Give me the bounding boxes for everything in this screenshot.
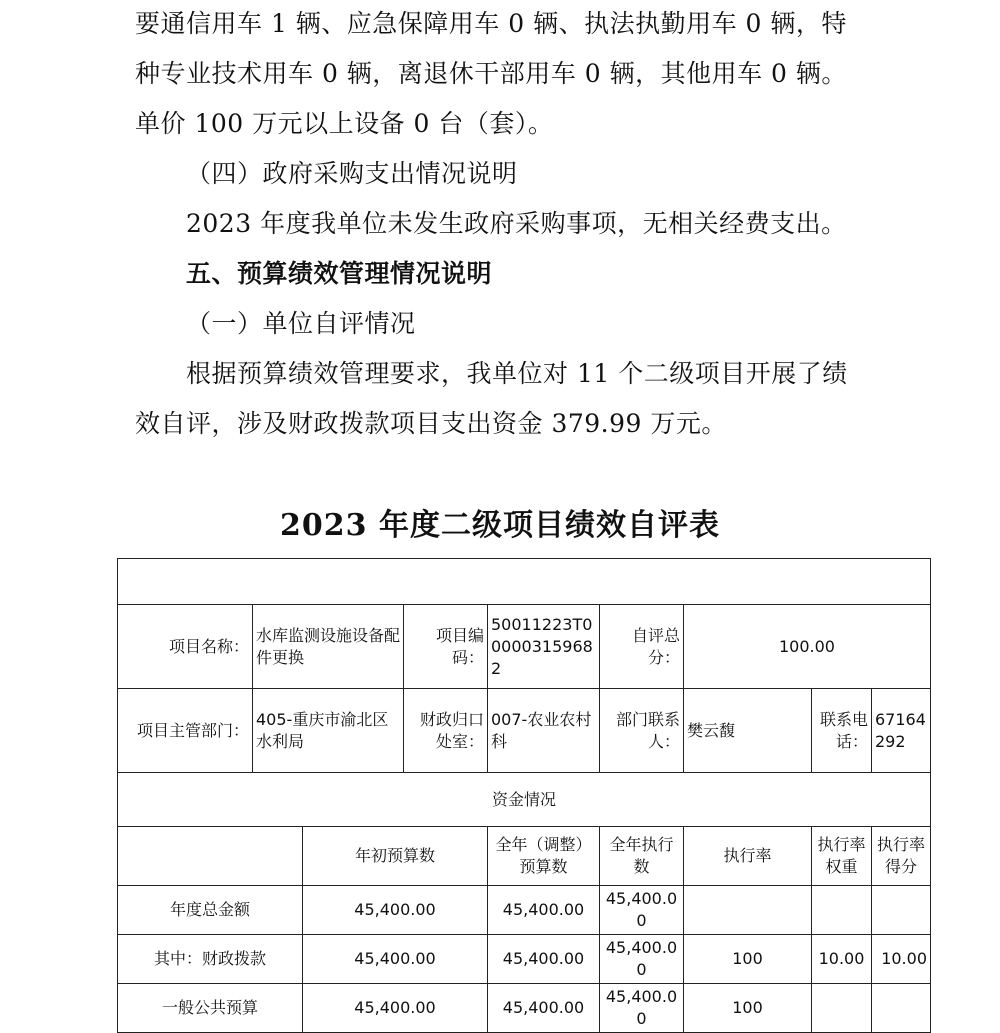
paragraph-line: 单价 100 万元以上设备 0 台（套）。 bbox=[135, 109, 554, 138]
phone-label: 联系电话： bbox=[812, 689, 872, 773]
finance-label: 财政归口处室： bbox=[404, 689, 488, 773]
initial-budget-cell: 45,400.00 bbox=[303, 984, 488, 1033]
finance-value: 007-农业农村科 bbox=[488, 689, 600, 773]
executed-cell: 45,400.00 bbox=[600, 886, 684, 935]
weight-cell bbox=[812, 886, 872, 935]
dept-label: 项目主管部门： bbox=[118, 689, 253, 773]
adjusted-budget-cell: 45,400.00 bbox=[488, 984, 600, 1033]
weight-cell bbox=[812, 984, 872, 1033]
row-label: 一般公共预算 bbox=[118, 984, 303, 1033]
performance-table bbox=[117, 558, 931, 1033]
col-executed-header: 全年执行数 bbox=[600, 827, 684, 886]
executed-cell: 45,400.00 bbox=[600, 935, 684, 984]
score-cell: 10.00 bbox=[872, 935, 931, 984]
score-label: 自评总分： bbox=[600, 605, 684, 689]
score-cell bbox=[872, 984, 931, 1033]
table-row bbox=[118, 605, 931, 689]
table-row bbox=[118, 773, 931, 827]
contact-label: 部门联系人： bbox=[600, 689, 684, 773]
table-row bbox=[118, 935, 931, 984]
project-code-label: 项目编码： bbox=[404, 605, 488, 689]
rate-cell bbox=[684, 886, 812, 935]
project-name-label: 项目名称： bbox=[118, 605, 253, 689]
table-row bbox=[118, 559, 931, 605]
funds-header: 资金情况 bbox=[118, 773, 931, 827]
rate-cell: 100 bbox=[684, 984, 812, 1033]
col-initial-header: 年初预算数 bbox=[303, 827, 488, 886]
col-weight-header: 执行率权重 bbox=[812, 827, 872, 886]
initial-budget-cell: 45,400.00 bbox=[303, 886, 488, 935]
paragraph-line: 2023 年度我单位未发生政府采购事项，无相关经费支出。 bbox=[186, 209, 847, 238]
contact-value: 樊云馥 bbox=[684, 689, 812, 773]
score-value: 100.00 bbox=[684, 605, 931, 689]
project-code-value: 50011223T000003159682 bbox=[488, 605, 600, 689]
section-heading: （一）单位自评情况 bbox=[186, 309, 416, 338]
paragraph-line: 效自评，涉及财政拨款项目支出资金 379.99 万元。 bbox=[135, 409, 727, 438]
paragraph-line: 根据预算绩效管理要求，我单位对 11 个二级项目开展了绩 bbox=[186, 359, 848, 388]
project-name-value: 水库监测设施设备配件更换 bbox=[253, 605, 404, 689]
col-rate-header: 执行率 bbox=[684, 827, 812, 886]
phone-value: 67164292 bbox=[872, 689, 931, 773]
blank-cell bbox=[118, 827, 303, 886]
col-score-header: 执行率得分 bbox=[872, 827, 931, 886]
score-cell bbox=[872, 886, 931, 935]
section-heading: 五、预算绩效管理情况说明 bbox=[186, 259, 493, 288]
dept-value: 405-重庆市渝北区水利局 bbox=[253, 689, 404, 773]
adjusted-budget-cell: 45,400.00 bbox=[488, 935, 600, 984]
section-heading: （四）政府采购支出情况说明 bbox=[186, 159, 518, 188]
table-row bbox=[118, 689, 931, 773]
paragraph-line: 要通信用车 1 辆、应急保障用车 0 辆、执法执勤用车 0 辆，特 bbox=[135, 9, 847, 38]
weight-cell: 10.00 bbox=[812, 935, 872, 984]
paragraph-line: 种专业技术用车 0 辆，离退休干部用车 0 辆，其他用车 0 辆。 bbox=[135, 59, 847, 88]
blank-header-cell bbox=[118, 559, 931, 605]
table-title: 2023 年度二级项目绩效自评表 bbox=[280, 508, 720, 543]
table-row bbox=[118, 886, 931, 935]
initial-budget-cell: 45,400.00 bbox=[303, 935, 488, 984]
adjusted-budget-cell: 45,400.00 bbox=[488, 886, 600, 935]
table-row bbox=[118, 827, 931, 886]
row-label: 年度总金额 bbox=[118, 886, 303, 935]
row-label: 其中：财政拨款 bbox=[118, 935, 303, 984]
table-row bbox=[118, 984, 931, 1033]
rate-cell: 100 bbox=[684, 935, 812, 984]
col-adjusted-header: 全年（调整）预算数 bbox=[488, 827, 600, 886]
executed-cell: 45,400.00 bbox=[600, 984, 684, 1033]
